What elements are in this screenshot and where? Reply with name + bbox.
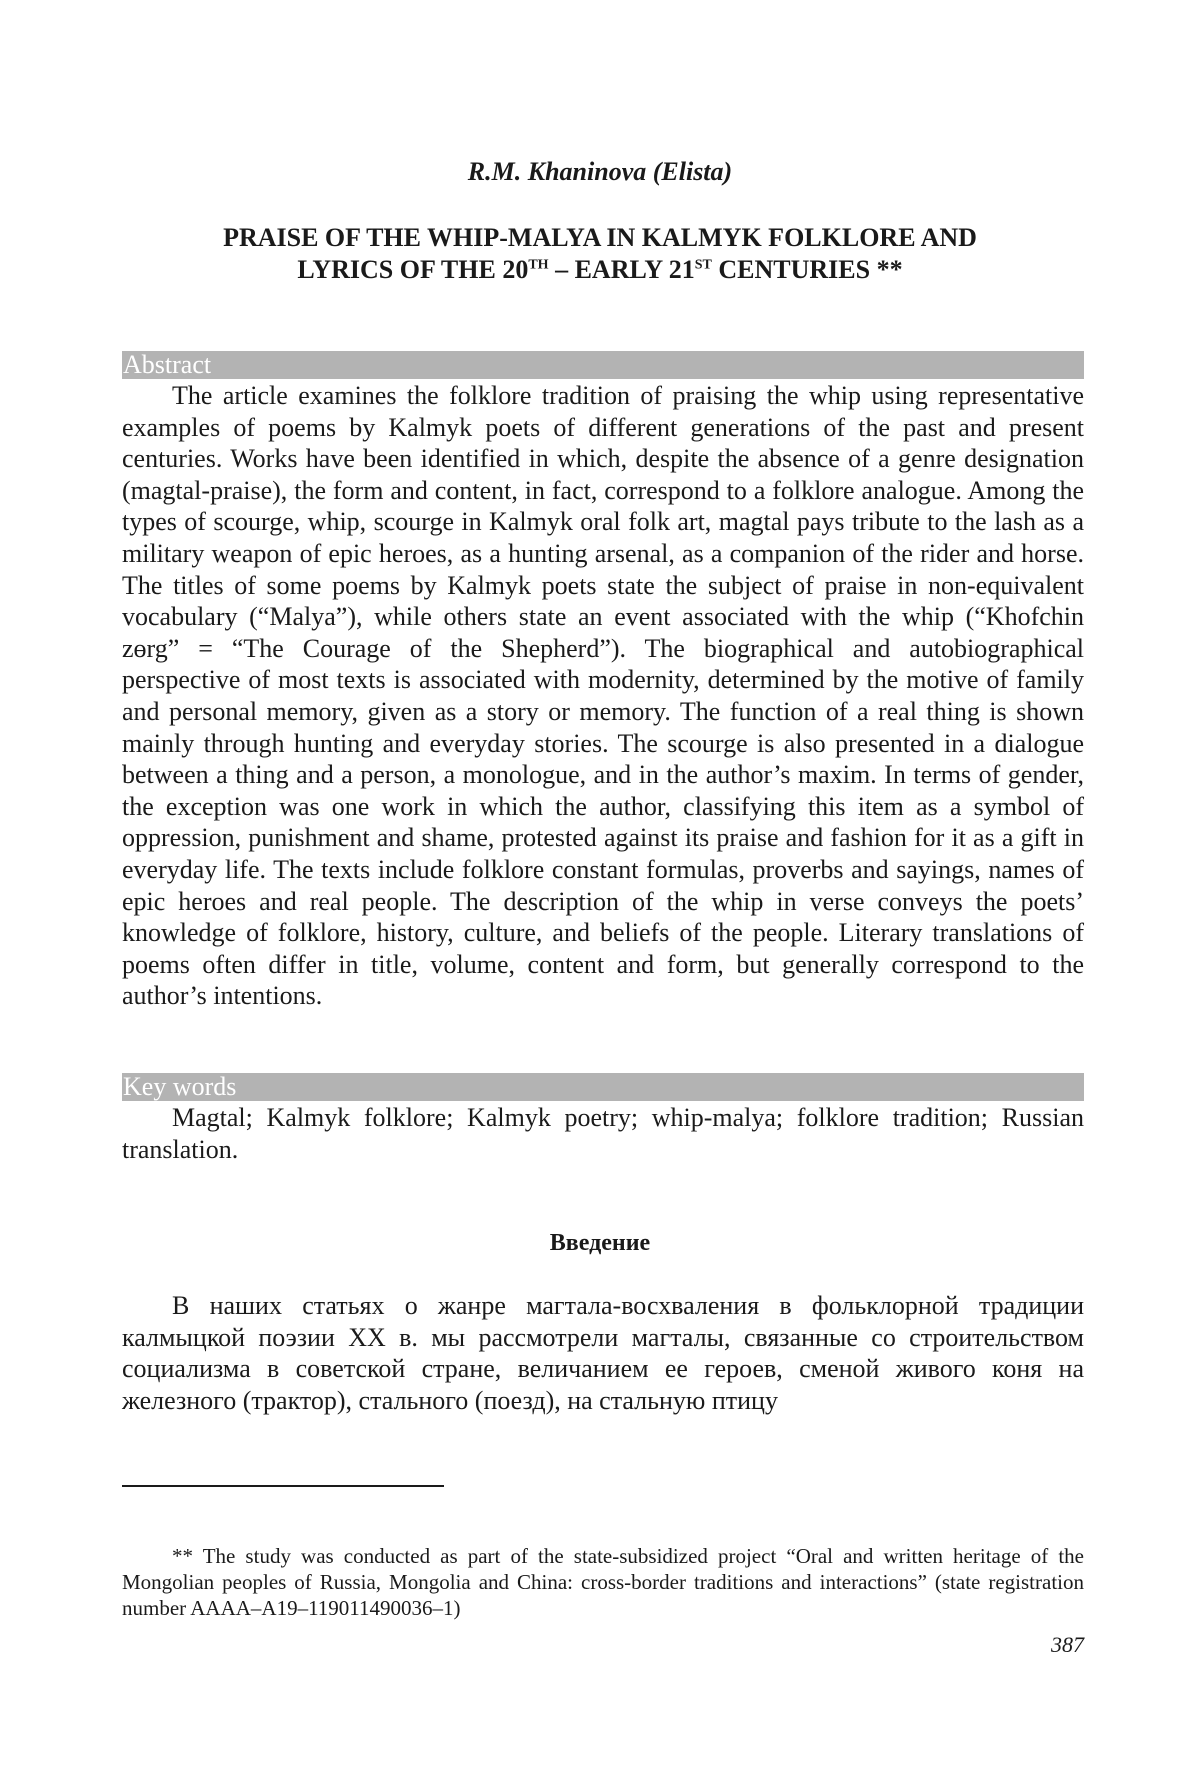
keywords-heading-bar [122, 1073, 1084, 1101]
footnote-divider [122, 1485, 444, 1487]
abstract-heading-bar [122, 351, 1084, 379]
title-line-1: PRAISE OF THE WHIP-MALYA IN KALMYK FOLKLORE AND [223, 223, 977, 252]
keywords-heading: Key words [123, 1072, 237, 1101]
title-line-2-part-a: LYRICS OF THE 20 [297, 255, 529, 284]
title-line-2-part-b: – EARLY 21 [548, 255, 695, 284]
title-line-2-part-c: CENTURIES [711, 255, 871, 284]
title-superscript-st: ST [694, 257, 712, 273]
footnote-text: ** The study was conducted as part of the state-subsidized project “Oral and written heritage of the Mongolian peoples of Russia, Mongolia and China: cross-border traditions and interactions” (state registration number AAAA–A19–119011490036–1) [122, 1544, 1084, 1620]
keywords-text: Magtal; Kalmyk folklore; Kalmyk poetry; whip-malya; folklore tradition; Russian translation. [122, 1103, 1084, 1164]
introduction-heading: Введение [549, 1230, 651, 1256]
abstract-heading: Abstract [123, 350, 212, 379]
title-superscript-th: TH [528, 257, 549, 273]
introduction-text: В наших статьях о жанре магтала-восхваления в фольклорной традиции калмыцкой поэзии XX в. мы рассмотрели магталы, связанные со строительством социализма в советской стране, величанием ее героев, сменой живого коня на железного (трактор), стального (поезд), на стальную птицу [122, 1291, 1084, 1415]
abstract-text: The article examines the folklore tradition of praising the whip using representative examples of poems by Kalmyk poets of different generations of the past and present centuries. Works have been identified in which, despite the absence of a genre designation (magtal-praise), the form and content, in fact, correspond to a folklore analogue. Among the types of scourge, whip, scourge in Kalmyk oral folk art, magtal pays tribute to the lash as a military weapon of epic heroes, as a hunting arsenal, as a companion of the rider and horse. The titles of some poems by Kalmyk poets state the subject of praise in non-equivalent vocabulary (“Malya”), while others state an event associated with the whip (“Khofchin zɵrg” = “The Courage of the Shepherd”). The biographical and autobiographical perspective of most texts is associated with modernity, determined by the motive of family and personal memory, given as a story or memory. The function of a real thing is shown mainly through hunting and everyday stories. The scourge is also presented in a dialogue between a thing and a person, a monologue, and in the author’s maxim. In terms of gender, the exception was one work in which the author, classifying this item as a symbol of oppression, punishment and shame, protested against its praise and fashion for it as a gift in everyday life. The texts include folklore constant formulas, proverbs and sayings, names of epic heroes and real people. The description of the whip in verse conveys the poets’ knowledge of folklore, history, culture, and beliefs of the people. Literary translations of poems often differ in title, volume, content and form, but generally correspond to the author’s intentions. [122, 381, 1084, 1011]
article-author: R.M. Khaninova (Elista) [467, 157, 733, 186]
article-title [0, 222, 1200, 286]
page-number: 387 [1051, 1632, 1084, 1657]
title-footnote-mark: ** [876, 255, 903, 284]
